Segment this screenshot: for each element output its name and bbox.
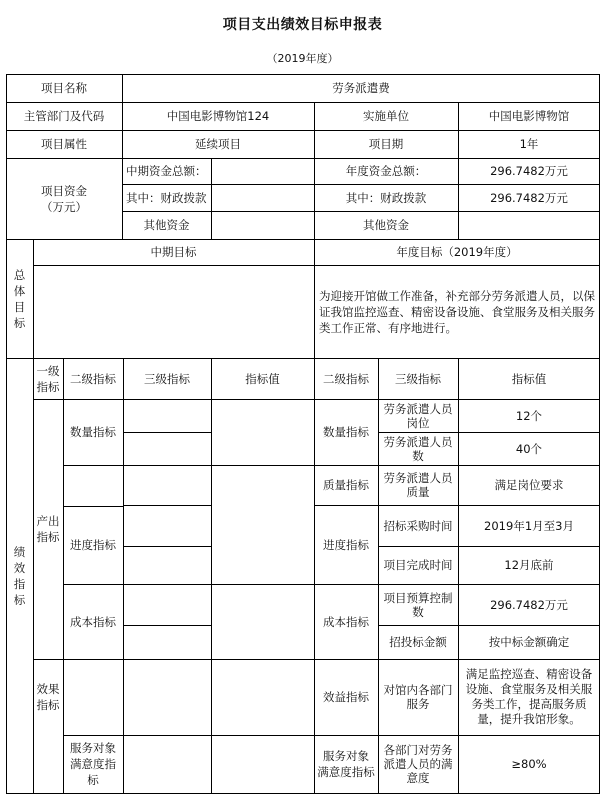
level3-mid-header: 三级指标	[144, 371, 190, 386]
attr-label: 项目属性	[41, 137, 87, 151]
mid-total-value	[211, 158, 314, 184]
annual-value-row: 12个	[515, 408, 543, 423]
overall-goal-label	[6, 239, 33, 358]
level3-line: 质量	[406, 485, 430, 499]
output-label-line: 产出	[36, 514, 60, 528]
annual-quantity: 数量指标	[323, 425, 369, 439]
annual-level3-row: 招投标金额	[389, 635, 447, 649]
mid-progress: 进度指标	[70, 538, 116, 552]
level1-header-line: 指标	[36, 379, 60, 394]
mid-total-label: 中期资金总额：	[126, 164, 207, 178]
annual-value-row: 按中标金额确定	[488, 635, 570, 649]
level2-annual-header: 二级指标	[323, 371, 369, 386]
annual-level3-row: 招标采购时间	[383, 518, 453, 533]
level3-line: 数	[412, 448, 424, 463]
annual-goal-header: 年度目标（2019年度）	[396, 245, 518, 259]
annual-value-row: ≥80%	[511, 757, 547, 771]
mid-quantity: 数量指标	[70, 425, 116, 439]
value-line: 设施、食堂服务及相关服	[465, 682, 593, 696]
overall-char: 体	[13, 283, 26, 298]
level3-annual-header: 三级指标	[395, 371, 441, 386]
document-year: （2019年度）	[266, 52, 339, 65]
value-line: 满足监控巡查、精密设备	[465, 667, 593, 681]
period-label: 项目期	[368, 137, 404, 151]
value-line: 务类工作，提高服务质	[471, 697, 587, 711]
perf-char: 标	[13, 592, 26, 607]
output-indicator-label	[33, 399, 63, 659]
performance-label	[6, 358, 33, 793]
annual-satisfaction	[314, 735, 378, 793]
annual-level3-row	[378, 659, 458, 735]
project-name-label: 项目名称	[41, 81, 87, 95]
mid-cost: 成本指标	[70, 614, 116, 629]
output-label-line: 指标	[36, 530, 60, 544]
level3-line: 服务	[406, 697, 430, 711]
document-title: 项目支出绩效目标申报表	[222, 17, 383, 33]
annual-satisfaction-line: 满意度指标	[317, 765, 375, 779]
annual-value-row	[458, 659, 600, 735]
mid-satisfaction-line: 服务对象	[70, 741, 116, 755]
mid-satisfaction	[63, 735, 123, 793]
annual-goal-text: 为迎接开馆做工作准备，补充部分劳务派遣人员，以保证我馆监控巡查、精密设备设施、食堂服务及相关服务类工作正常、有序地进行。	[319, 288, 595, 335]
level2-mid-header: 二级指标	[70, 371, 116, 386]
level3-line: 劳务派遣人员	[383, 401, 453, 416]
impl-value: 中国电影博物馆	[488, 109, 570, 123]
annual-value-row: 296.7482万元	[490, 597, 568, 612]
mid-other-label: 其他资金	[143, 218, 190, 232]
project-name-value: 劳务派遣费	[332, 81, 390, 95]
annual-satisfaction-line: 服务对象	[323, 749, 369, 763]
level3-line: 数	[412, 604, 424, 619]
value-line: 量，提升我馆形象。	[477, 712, 581, 726]
perf-char: 效	[13, 560, 26, 575]
level3-line: 项目预算控制	[383, 590, 453, 605]
fund-label-line2: （万元）	[41, 199, 87, 214]
level3-line: 岗位	[406, 415, 430, 430]
overall-char: 总	[13, 267, 26, 282]
annual-value-row: 2019年1月至3月	[484, 518, 574, 533]
effect-label-line: 效果	[36, 682, 60, 696]
mid-other-value	[211, 211, 314, 239]
annual-total-value: 296.7482万元	[490, 164, 568, 178]
perf-char: 指	[13, 576, 26, 591]
annual-value-row: 40个	[515, 441, 543, 456]
value-mid-header: 指标值	[245, 371, 280, 386]
annual-other-label: 其他资金	[363, 218, 409, 232]
mid-goal-header: 中期目标	[150, 245, 197, 259]
effect-label-line: 指标	[36, 698, 60, 712]
annual-finance-label: 其中：财政拨款	[345, 190, 427, 205]
annual-other-value	[458, 211, 600, 239]
annual-level3-row: 项目完成时间	[383, 558, 453, 572]
annual-finance-value: 296.7482万元	[490, 190, 568, 205]
annual-level3-row	[378, 584, 458, 625]
annual-level3-row	[378, 399, 458, 432]
dept-value: 中国电影博物馆124	[166, 109, 270, 123]
value-annual-header: 指标值	[511, 371, 547, 386]
level3-line: 派遣人员的满	[383, 757, 453, 771]
annual-level3-row	[378, 432, 458, 465]
dept-label: 主管部门及代码	[23, 109, 105, 123]
annual-level3-row	[378, 735, 458, 793]
annual-level3-row	[378, 465, 458, 505]
level3-line: 对馆内各部门	[383, 683, 453, 697]
attr-value: 延续项目	[195, 137, 241, 151]
level1-header	[33, 358, 63, 399]
perf-char: 绩	[13, 544, 26, 559]
impl-label: 实施单位	[363, 109, 409, 123]
mid-goal-text	[33, 265, 314, 358]
annual-cost: 成本指标	[323, 614, 369, 629]
overall-char: 目	[13, 299, 26, 314]
fund-label-line1: 项目资金	[41, 183, 87, 198]
mid-finance-label: 其中：财政拨款	[126, 190, 207, 205]
annual-value-row: 12月底前	[504, 558, 554, 572]
mid-satisfaction-line: 满意度指标	[70, 757, 116, 787]
level1-header-line: 一级	[36, 363, 60, 378]
overall-char: 标	[13, 315, 26, 330]
effect-indicator-label	[33, 659, 63, 735]
annual-value-row: 满足岗位要求	[494, 478, 564, 492]
level3-line: 意度	[406, 771, 430, 785]
annual-benefit: 效益指标	[323, 690, 369, 704]
annual-total-label: 年度资金总额：	[345, 164, 427, 178]
mid-finance-value	[211, 184, 314, 211]
level3-line: 劳务派遣人员	[383, 434, 453, 449]
period-value: 1年	[519, 137, 539, 151]
annual-progress: 进度指标	[323, 537, 369, 552]
level3-line: 劳务派遣人员	[383, 471, 453, 485]
level3-line: 各部门对劳务	[383, 743, 453, 757]
project-fund-label	[6, 158, 122, 239]
annual-quality: 质量指标	[323, 478, 369, 492]
